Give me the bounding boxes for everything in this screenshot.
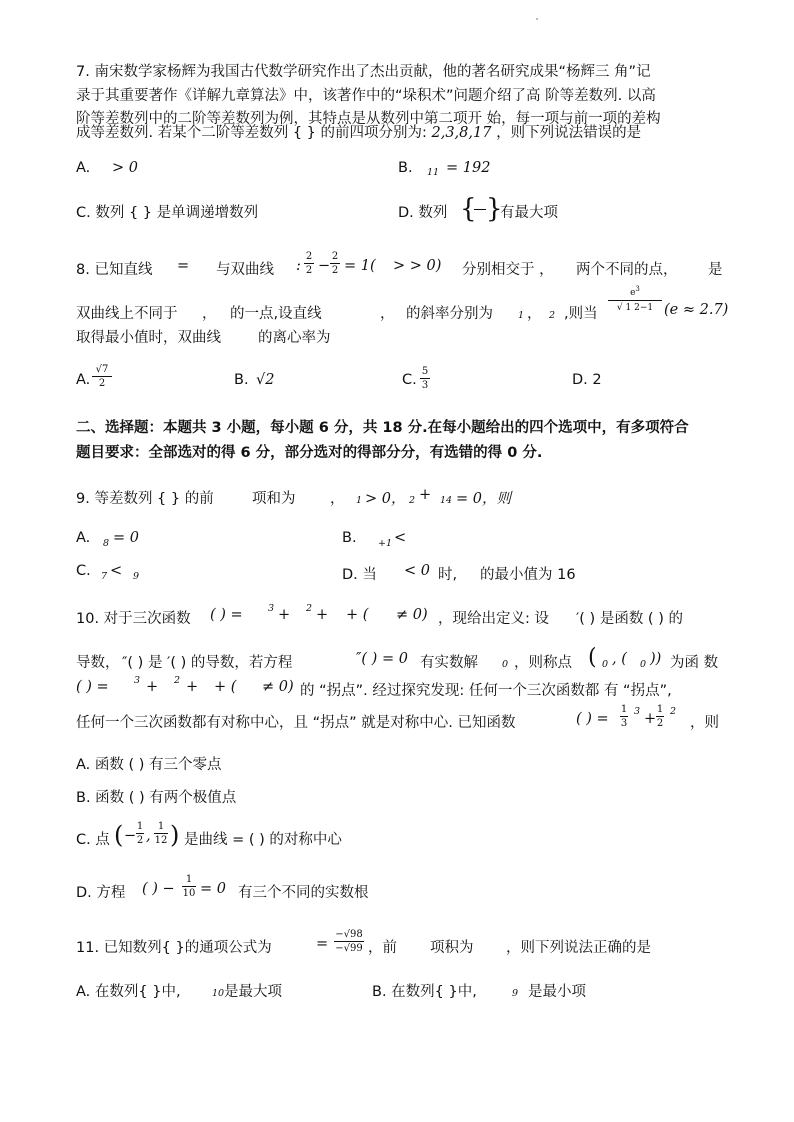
- q8-option-a-label: A.: [76, 372, 91, 388]
- q7-option-b-sub: 11: [427, 167, 440, 178]
- q8-two-points: 两个不同的点，: [576, 262, 678, 278]
- q7-line-4: 成等差数列. 若某个二阶等差数列 { } 的前四项分别为: 2,3,8,17 ，则下列说法错误的是: [76, 125, 642, 141]
- q8-hyperbola-condition: > > 0): [393, 258, 442, 274]
- q8-intersect: 分别相交于 ，: [462, 262, 554, 278]
- q8-line2-c: 的一点,设直线: [230, 306, 322, 322]
- q8-approx: (e ≈ 2.7): [664, 302, 729, 318]
- q11-general-term: −√98 −√99: [335, 929, 363, 954]
- q8-hyperbola-equation: = 1(: [344, 258, 376, 274]
- q8-stem-start: 8. 已知直线: [76, 262, 153, 278]
- q7-option-d-label: D. 数列: [398, 205, 448, 221]
- q7-option-c: C. 数列 { } 是单调递增数列: [76, 205, 259, 221]
- q7-option-d-brace-close: }: [486, 194, 503, 224]
- q8-line2-a: 双曲线上不同于: [76, 306, 178, 322]
- q9-option-a-value: = 0: [113, 530, 139, 546]
- q7-line-2: 录于其重要著作《详解九章算法》中，该著作中的“垛积术”问题介绍了高 阶等差数列. 以高: [76, 88, 656, 104]
- q7-option-b-label: B.: [398, 160, 413, 176]
- scan-dot: [536, 18, 538, 20]
- q8-hyperbola-frac-1: 2 2: [305, 251, 313, 276]
- q8-option-b-value: √2: [256, 372, 275, 388]
- q8-line2-b: ，: [202, 306, 217, 322]
- q7-line-1: 7. 南宋数学家杨辉为我国古代数学研究作出了杰出贡献，他的著名研究成果“杨辉三 角”记: [76, 64, 651, 80]
- q8-option-a-value: √7 2: [92, 364, 112, 389]
- section-2-heading-line-1: 二、选择题：本题共 3 小题，每小题 6 分，共 18 分.在每小题给出的四个选项中，有多项符合: [76, 420, 689, 436]
- q10-option-d-tail: 有三个不同的实数根: [238, 885, 369, 901]
- q8-with-hyperbola: 与双曲线: [216, 262, 274, 278]
- q7-option-d-tail: 有最大项: [500, 205, 558, 221]
- q10-line1-a: 10. 对于三次函数: [76, 611, 191, 627]
- section-2-heading-line-2: 题目要求：全部选对的得 6 分，部分选对的得部分分，有选错的得 0 分.: [76, 445, 543, 461]
- q7-sequence: 2,3,8,17: [431, 125, 492, 141]
- q9-option-b-value: <: [394, 530, 407, 546]
- q8-line2-d: ，: [380, 306, 395, 322]
- q8-option-d: D. 2: [572, 372, 602, 388]
- q7-option-d-fraction: [474, 197, 486, 222]
- q8-hyperbola-colon: :: [296, 258, 301, 274]
- q9-option-d-tail: 的最小值为 16: [480, 567, 576, 583]
- q7-option-d-brace-open: {: [460, 194, 477, 224]
- q10-option-b: B. 函数 ( ) 有两个极值点: [76, 790, 237, 806]
- q11-stem-tail: ，则下列说法正确的是: [506, 940, 651, 956]
- q8-is: 是: [708, 262, 723, 278]
- q10-option-a: A. 函数 ( ) 有三个零点: [76, 757, 222, 773]
- q8-option-b-label: B.: [234, 372, 249, 388]
- q10-option-d-a: D. 方程: [76, 885, 126, 901]
- q7-option-b-value: = 192: [446, 160, 491, 176]
- q8-option-c-value: 5 3: [421, 366, 429, 391]
- q8-hyperbola-frac-2: 2 2: [331, 251, 339, 276]
- q9-option-d-a: D. 当: [342, 567, 377, 583]
- q9-stem-a: 9. 等差数列 { } 的前: [76, 491, 214, 507]
- q9-option-c-label: C.: [76, 563, 91, 579]
- q8-line-equal: =: [177, 258, 190, 274]
- q9-a1-positive: > 0，: [365, 491, 406, 507]
- q11-stem-a: 11. 已知数列{ }的通项公式为: [76, 940, 272, 956]
- q8-expression-fraction: $e^3$ √ 1 2−1: [608, 284, 662, 314]
- q8-line2-when: ,则当: [564, 306, 598, 322]
- q8-k2-sub: 2: [549, 310, 556, 321]
- q9-option-a-label: A.: [76, 530, 91, 546]
- q9-stem-b: 项和为: [252, 491, 296, 507]
- q10-option-c-a: C. 点: [76, 832, 110, 848]
- q7-line-3: 阶等差数列中的二阶等差数列为例，其特点是从数列中第二项开 始，每一项与前一项的差构: [76, 111, 661, 127]
- q11-option-a-b: 是最大项: [224, 984, 282, 1000]
- exam-page: 7. 南宋数学家杨辉为我国古代数学研究作出了杰出贡献，他的著名研究成果“杨辉三 角”记 录于其重要著作《详解九章算法》中，该著作中的“垛积术”问题介绍了高 阶等差数列. 以高 阶等差数列中的二阶等差数列为例，其特点是从数列中第二项开 始，每一项与前一项的差构 成等差数列. 若某个二阶等差数列 { } 的前四项分别为: 2,3,8,17 ，则下列说法错误的是 A. > 0 B. 11 = 192 C. 数列 { } 是单调递增数列 D. 数列 { } 有最大项 8. 已知直线 = 与双曲线 : 2 2 − 2 2 = 1( > > 0) 分别相交于 ， 两个不同的点， 是 双曲线上不同于 ， 的一点,设直线 ， 的斜率分别为 1 ， 2 ,则当 $e^3$ √ 1 2−1 (e ≈ 2.7) 取得最小值时，双曲线 的离心率为 A. √7 2 B. √2 C. 5 3 D. 2 二、选择题：本题共 3 小题，每小题 6 分，共 18 分.在每小题给出的四个选项中，有多项符合 题目要求：全部选对的得 6 分，部分选对的得部分分，有选错的得 0 分. 9. 等差数列 { } 的前 项和为 ， 1 > 0， 2 + 14 = 0，则 A. 8 = 0 B. +1 < C. 7 < 9 D. 当 < 0 时, 的最小值为 16 10. 对于三次函数 ( ) = 3 + 2 + + ( ≠ 0) ，现给出定义: 设 ′( ) 是函数 ( ) 的 导数， ″( ) 是 ′( ) 的导数，若方程 ″( ) = 0 有实数解 0 ，则称点 ( 0 , ( 0 )) 为函 数 ( ) = 3 + 2 + + ( ≠ 0) 的 “拐点”. 经过探究发现: 任何一个三次函数都 有 “拐点”, 任何一个三次函数都有对称中心，且 “拐点” 就是对称中心. 已知函数 ( ) = 1 3 3 + 1 2 2 ，则 A. 函数 ( ) 有三个零点 B. 函数 ( ) 有两个极值点 C. 点 ( − 1 2 , 1 12 ) 是曲线 = ( ) 的对称中心 D. 方程 ( ) − 1 10 = 0 有三个不同的实数根 11. 已知数列{ }的通项公式为 = −√98 −√99 ，前 项积为 ，则下列说法正确的是 A. 在数列{ }中, 10 是最大项 B. 在数列{ }中, 9 是最小项: [0, 0, 794, 1122]
- q7-option-a-value: > 0: [112, 160, 138, 176]
- q8-line3-b: 的离心率为: [258, 330, 331, 346]
- q11-option-a-a: A. 在数列{ }中,: [76, 984, 181, 1000]
- q11-option-b-b: 是最小项: [528, 984, 586, 1000]
- q9-equation: = 0，则: [456, 491, 511, 507]
- q8-option-c-label: C.: [402, 372, 417, 388]
- q8-line3-a: 取得最小值时，双曲线: [76, 330, 221, 346]
- q11-option-b-a: B. 在数列{ }中,: [372, 984, 477, 1000]
- q9-option-b-label: B.: [342, 530, 357, 546]
- q8-line2-e: 的斜率分别为: [406, 306, 493, 322]
- q8-k1-sub: 1: [518, 310, 525, 321]
- q10-option-c-b: 是曲线 = ( ) 的对称中心: [184, 832, 342, 848]
- q7-option-a-label: A.: [76, 160, 91, 176]
